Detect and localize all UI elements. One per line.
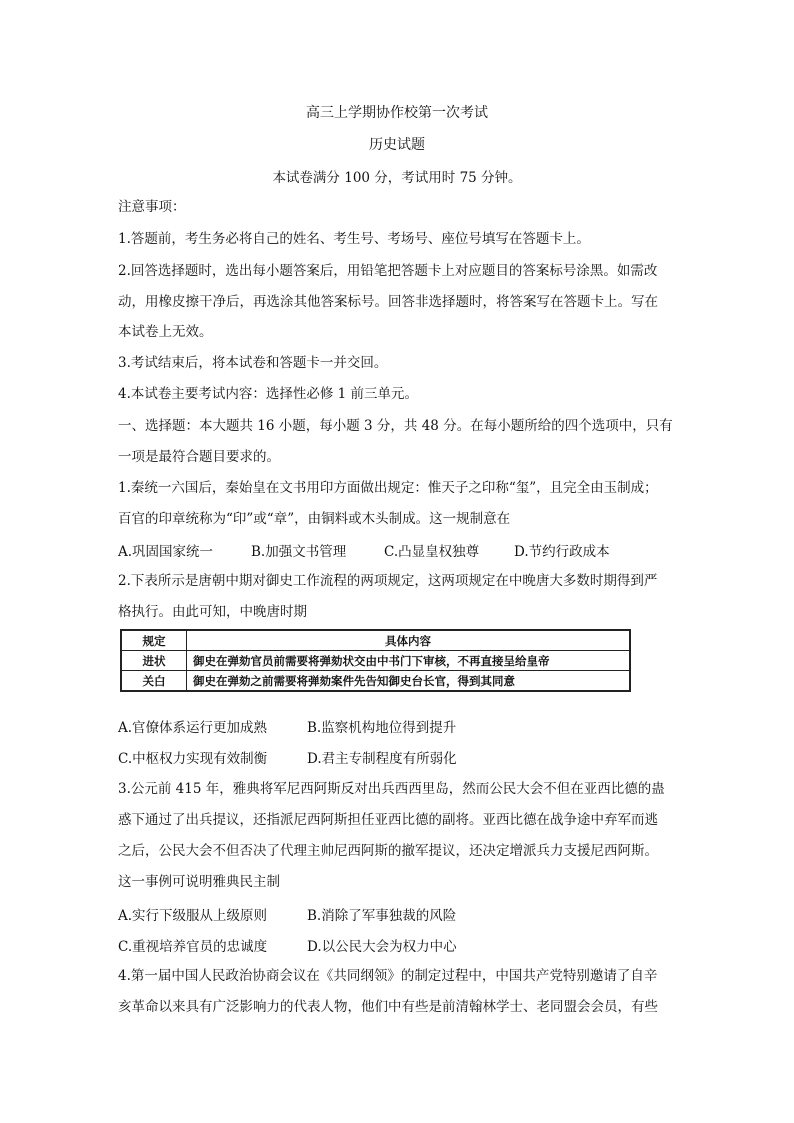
- table-cell-rule: 关白: [121, 671, 187, 692]
- q3-option-d: D.以公民大会为权力中心: [307, 939, 457, 955]
- q2-rules-table: [120, 629, 631, 692]
- q3-option-b: B.消除了军事独裁的风险: [307, 908, 457, 924]
- q1-option-b: B.加强文书管理: [251, 544, 347, 560]
- q1-option-c: C.凸显皇权独尊: [384, 544, 480, 560]
- note-2-line-3: 本试卷上无效。: [118, 324, 213, 340]
- section-1-intro-line-2: 一项是最符合题目要求的。: [118, 449, 280, 465]
- table-row: [121, 651, 630, 671]
- table-header-row: [121, 630, 630, 651]
- q2-stem-line-1: 2.下表所示是唐朝中期对御史工作流程的两项规定，这两项规定在中晚唐大多数时期得到严: [118, 573, 658, 589]
- q1-option-d: D.节约行政成本: [514, 544, 610, 560]
- note-1: 1.答题前，考生务必将自己的姓名、考生号、考场号、座位号填写在答题卡上。: [118, 231, 590, 247]
- note-3: 3.考试结束后，将本试卷和答题卡一并交回。: [118, 355, 388, 371]
- table-header-rule: 规定: [121, 630, 187, 651]
- note-2-line-2: 动，用橡皮擦干净后，再选涂其他答案标号。回答非选择题时，将答案写在答题卡上。写在: [118, 294, 658, 310]
- q3-stem-line-1: 3.公元前 415 年，雅典将军尼西阿斯反对出兵西西里岛，然而公民大会不但在亚西比德的蛊: [118, 781, 665, 797]
- q4-stem-line-1: 4.第一届中国人民政治协商会议在《共同纲领》的制定过程中，中国共产党特别邀请了自辛: [118, 968, 658, 984]
- q2-stem-line-2: 格执行。由此可知，中晚唐时期: [118, 604, 307, 620]
- q3-stem-line-2: 惑下通过了出兵提议，还指派尼西阿斯担任亚西比德的副将。亚西比德在战争途中弃军而逃: [118, 812, 658, 828]
- q3-stem-line-4: 这一事例可说明雅典民主制: [118, 874, 280, 890]
- q1-option-a: A.巩固国家统一: [118, 544, 214, 560]
- q3-option-c: C.重视培养官员的忠诚度: [118, 939, 268, 955]
- table-row: [121, 671, 630, 692]
- exam-title: 高三上学期协作校第一次考试: [306, 105, 488, 121]
- q3-stem-line-3: 之后，公民大会不但否决了代理主帅尼西阿斯的撤军提议，还决定增派兵力支援尼西阿斯。: [118, 843, 658, 859]
- notes-heading: 注意事项：: [118, 199, 186, 215]
- q1-stem-line-1: 1.秦统一六国后，秦始皇在文书用印方面做出规定：惟天子之印称“玺”，且完全由玉制成；: [118, 480, 658, 496]
- q3-option-a: A.实行下级服从上级原则: [118, 908, 268, 924]
- table-cell-rule: 进状: [121, 651, 187, 671]
- note-4: 4.本试卷主要考试内容：选择性必修 1 前三单元。: [118, 386, 419, 402]
- section-1-intro-line-1: 一、选择题：本大题共 16 小题，每小题 3 分，共 48 分。在每小题所给的四个选项中，只有: [118, 418, 673, 434]
- full-score-info: 本试卷满分 100 分，考试用时 75 分钟。: [272, 170, 522, 186]
- q2-option-c: C.中枢权力实现有效制衡: [118, 751, 268, 767]
- note-2-line-1: 2.回答选择题时，选出每小题答案后，用铅笔把答题卡上对应题目的答案标号涂黑。如需改: [118, 263, 658, 279]
- q2-option-d: D.君主专制程度有所弱化: [307, 751, 457, 767]
- subject-title: 历史试题: [369, 137, 425, 153]
- table-header-content: 具体内容: [187, 630, 631, 651]
- q2-option-b: B.监察机构地位得到提升: [307, 720, 457, 736]
- q2-option-a: A.官僚体系运行更加成熟: [118, 720, 268, 736]
- q4-stem-line-2: 亥革命以来具有广泛影响力的代表人物，他们中有些是前清翰林学士、老同盟会会员，有些: [118, 999, 658, 1015]
- table-cell-content: 御史在弹劾官员前需要将弹劾状交由中书门下审核，不再直接呈给皇帝: [187, 651, 631, 671]
- table-cell-content: 御史在弹劾之前需要将弹劾案件先告知御史台长官，得到其同意: [187, 671, 631, 692]
- q1-stem-line-2: 百官的印章统称为“印”或“章”，由铜料或木头制成。这一规制意在: [118, 511, 511, 527]
